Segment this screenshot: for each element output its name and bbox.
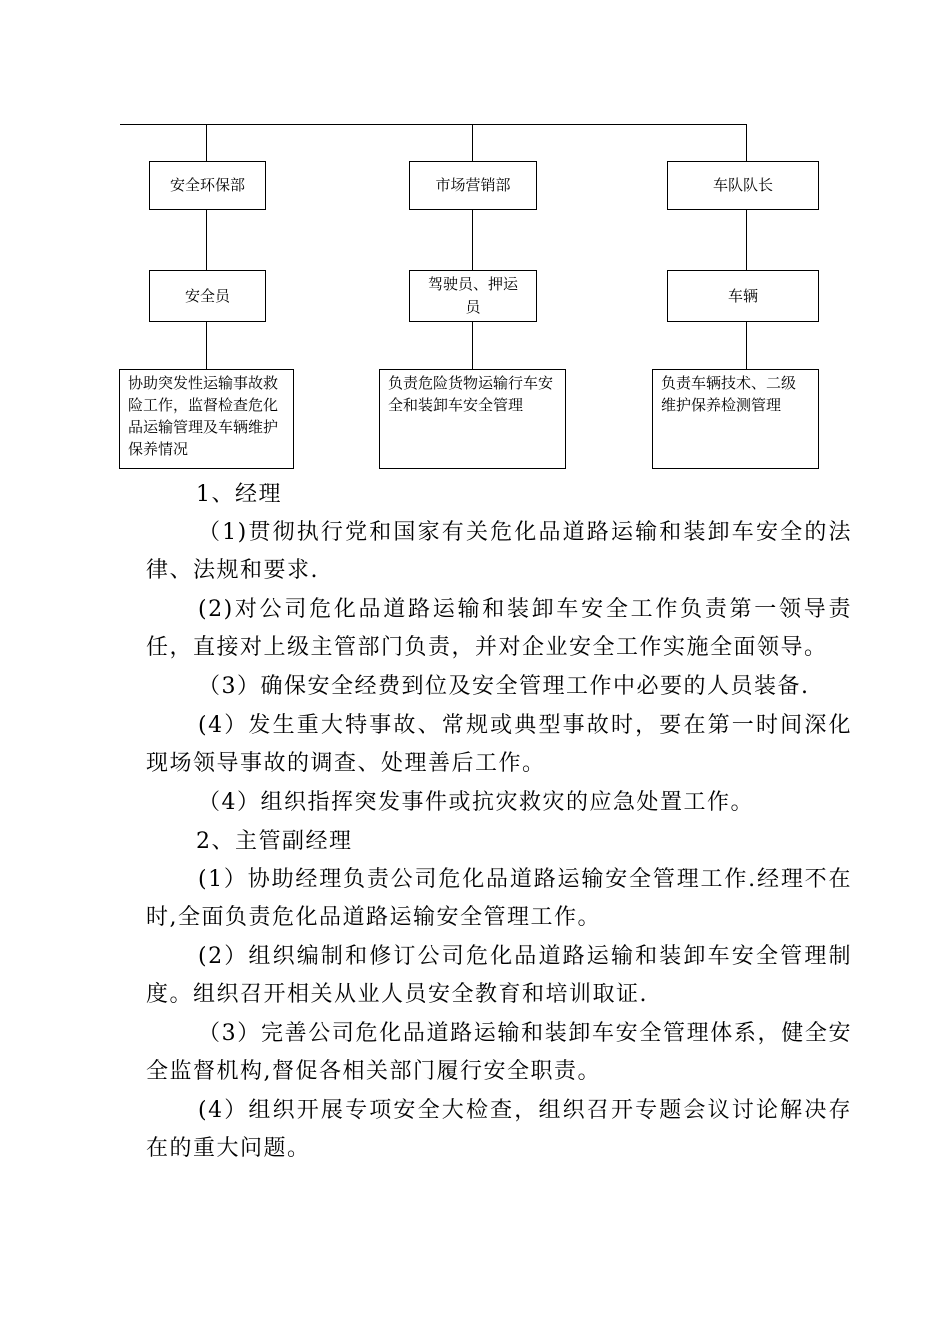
- org-link-line-1: [206, 209, 207, 270]
- org-drop-line-2: [472, 124, 473, 161]
- org-box-vehicles: 车辆: [667, 270, 819, 322]
- responsibilities-text: [146, 476, 852, 1169]
- deputy-item-2: (2）组织编制和修订公司危化品道路运输和装卸车安全管理制度。组织召开相关从业人员安全教育和培训取证.: [146, 944, 852, 1007]
- org-box-safety-dept: 安全环保部: [149, 161, 266, 210]
- org-link-line-3: [746, 209, 747, 270]
- manager-item-2: (2)对公司危化品道路运输和装卸车安全工作负责第一领导责任，直接对上级主管部门负责，并对企业安全工作实施全面领导。: [146, 597, 852, 660]
- org-box-fleet-captain: 车队队长: [667, 161, 819, 210]
- manager-item-5: （4）组织指挥突发事件或抗灾救灾的应急处置工作。: [198, 790, 754, 815]
- org-desc-vehicles: 负责车辆技术、二级维护保养检测管理: [652, 369, 819, 469]
- org-drop-line-3: [746, 124, 747, 161]
- org-link-line-6: [746, 321, 747, 369]
- org-drop-line-1: [206, 124, 207, 161]
- deputy-item-1: (1）协助经理负责公司危化品道路运输安全管理工作.经理不在时,全面负责危化品道路运输安全管理工作。: [146, 867, 852, 930]
- org-link-line-5: [472, 321, 473, 369]
- manager-item-3: （3）确保安全经费到位及安全管理工作中必要的人员装备.: [198, 674, 810, 699]
- manager-item-1: （1)贯彻执行党和国家有关危化品道路运输和装卸车安全的法律、法规和要求.: [146, 520, 852, 583]
- org-top-connector: [120, 124, 747, 125]
- deputy-item-3: （3）完善公司危化品道路运输和装卸车安全管理体系，健全安全监督机构,督促各相关部门履行安全职责。: [146, 1021, 852, 1084]
- deputy-item-4: (4）组织开展专项安全大检查，组织召开专题会议讨论解决存在的重大问题。: [146, 1098, 852, 1161]
- org-link-line-2: [472, 209, 473, 270]
- org-desc-drivers-escorts: 负责危险货物运输行车安全和装卸车安全管理: [379, 369, 566, 469]
- org-link-line-4: [206, 321, 207, 369]
- org-box-drivers-escorts: 驾驶员、押运员: [409, 270, 537, 322]
- section-heading-manager: 1、经理: [196, 482, 282, 507]
- org-desc-safety-officer: 协助突发性运输事故救险工作，监督检查危化品运输管理及车辆维护保养情况: [119, 369, 294, 469]
- org-box-safety-officer: 安全员: [149, 270, 266, 322]
- org-box-marketing-dept: 市场营销部: [409, 161, 537, 210]
- section-heading-deputy: 2、主管副经理: [196, 829, 353, 854]
- manager-item-4: (4）发生重大特事故、常规或典型事故时，要在第一时间深化现场领导事故的调查、处理善后工作。: [146, 713, 852, 776]
